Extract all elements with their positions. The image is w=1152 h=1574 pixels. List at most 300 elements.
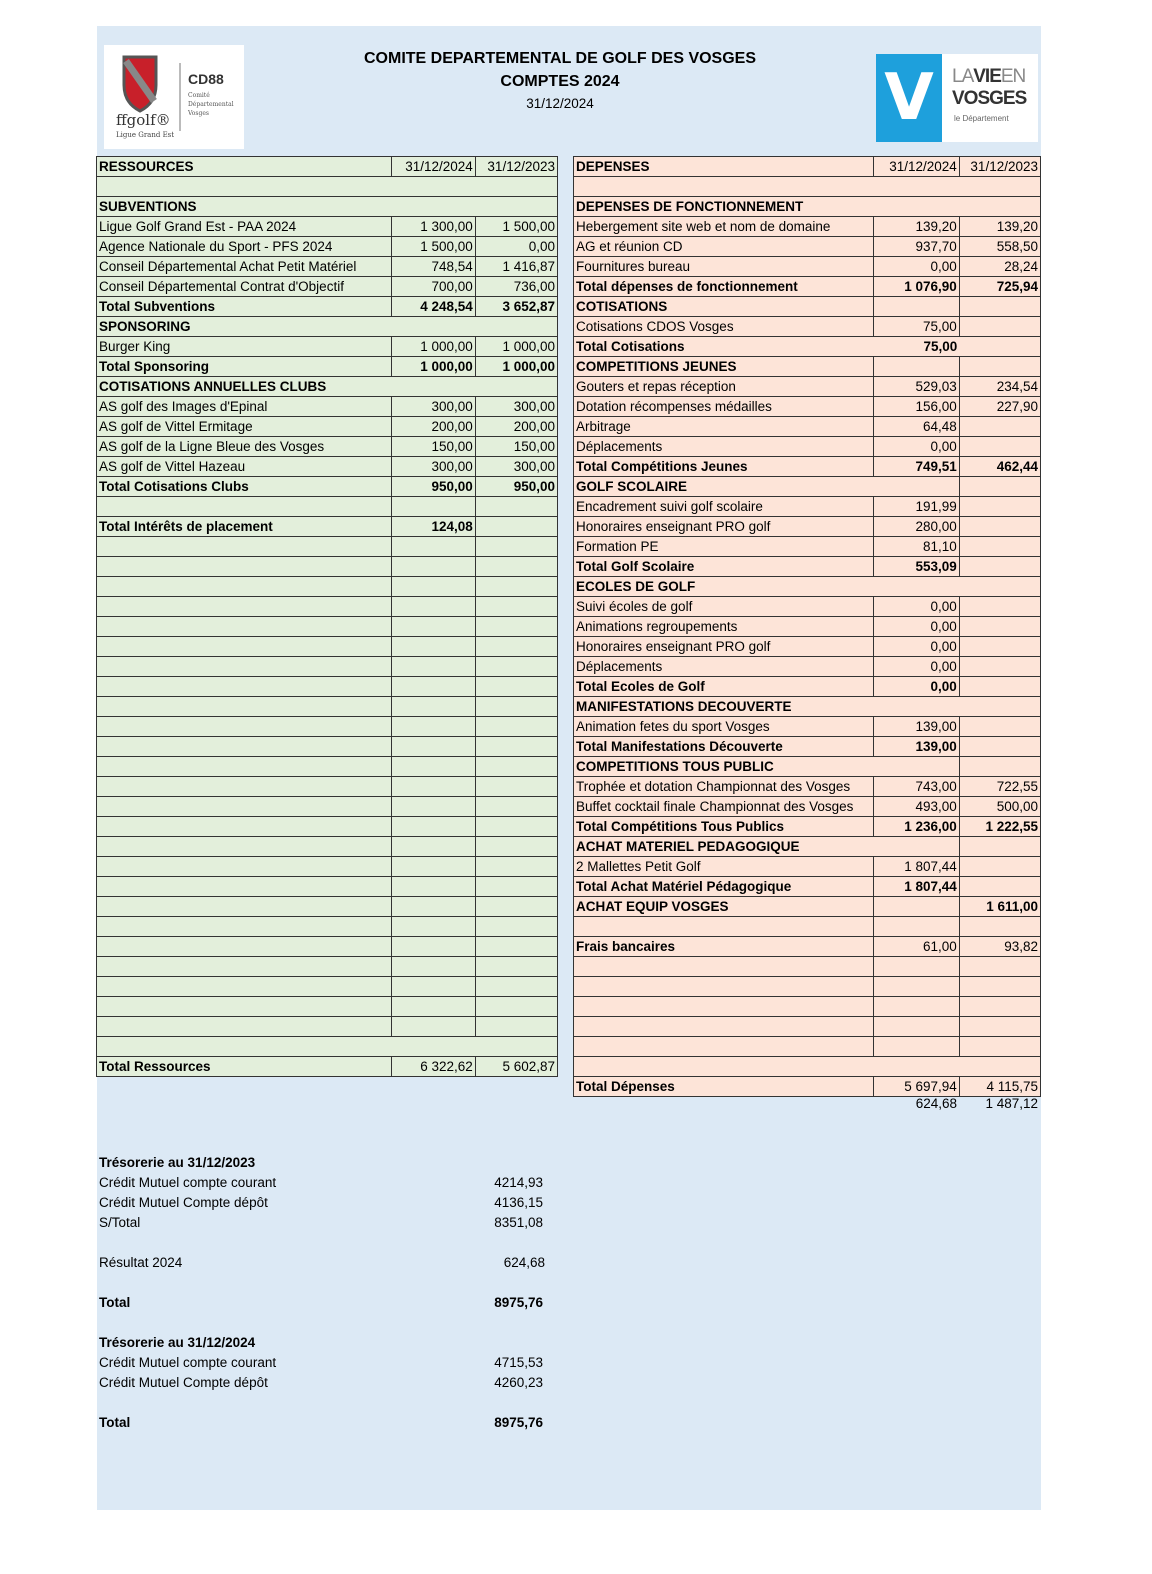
value-cell xyxy=(391,557,475,577)
value-2024: 0,00 xyxy=(873,657,959,677)
value-2023: 28,24 xyxy=(959,257,1040,277)
label-cell xyxy=(97,817,392,837)
label-cell xyxy=(97,897,392,917)
depenses-table xyxy=(573,156,1041,1097)
treso-total xyxy=(99,1295,549,1315)
treso-line xyxy=(99,1375,549,1395)
value-2023 xyxy=(959,677,1040,697)
treso-line xyxy=(99,1195,549,1215)
label-cell xyxy=(97,997,392,1017)
value-2023 xyxy=(959,717,1040,737)
line-item-row xyxy=(574,257,1041,277)
row-label: Conseil Départemental Contrat d'Objectif xyxy=(97,277,392,297)
row-label: Cotisations CDOS Vosges xyxy=(574,317,874,337)
value-2023: 558,50 xyxy=(959,237,1040,257)
empty-row xyxy=(574,977,1041,997)
value-cell xyxy=(475,697,557,717)
value-2024: 0,00 xyxy=(873,677,959,697)
grand-total-row xyxy=(574,1077,1041,1097)
line-item-row xyxy=(574,377,1041,397)
label-cell xyxy=(97,1017,392,1037)
total-row xyxy=(574,457,1041,477)
value-2024: 81,10 xyxy=(873,537,959,557)
line-item-row xyxy=(97,397,558,417)
empty-row xyxy=(97,997,558,1017)
row-label: AG et réunion CD xyxy=(574,237,874,257)
value-2024: 529,03 xyxy=(873,377,959,397)
treso-value: 4260,23 xyxy=(494,1375,543,1390)
value-cell xyxy=(391,697,475,717)
section-label: COTISATIONS xyxy=(574,297,874,317)
value-2023: 736,00 xyxy=(475,277,557,297)
row-label: Total Compétitions Tous Publics xyxy=(574,817,874,837)
value-cell xyxy=(391,897,475,917)
value-2023 xyxy=(959,597,1040,617)
value-2023 xyxy=(959,637,1040,657)
row-label: Arbitrage xyxy=(574,417,874,437)
value-2023: 462,44 xyxy=(959,457,1040,477)
value-cell xyxy=(873,997,959,1017)
section-row xyxy=(574,577,1041,597)
value-2023 xyxy=(475,517,557,537)
row-label: Total Dépenses xyxy=(574,1077,874,1097)
treso-value: 624,68 xyxy=(503,1255,545,1270)
value-2023 xyxy=(959,437,1040,457)
empty-row xyxy=(97,777,558,797)
row-label: AS golf de la Ligne Bleue des Vosges xyxy=(97,437,392,457)
value-2023: 1 222,55 xyxy=(959,817,1040,837)
value-2023 xyxy=(959,877,1040,897)
line-item-row xyxy=(574,637,1041,657)
line-item-row xyxy=(574,417,1041,437)
value-cell xyxy=(391,537,475,557)
value-cell xyxy=(475,857,557,877)
row-label: Total Ressources xyxy=(97,1057,392,1077)
value-2023: 234,54 xyxy=(959,377,1040,397)
treso-label: Total xyxy=(99,1415,131,1430)
empty-row xyxy=(574,957,1041,977)
value-2023: 1 500,00 xyxy=(475,217,557,237)
value-2024: 950,00 xyxy=(391,477,475,497)
row-label: Animation fetes du sport Vosges xyxy=(574,717,874,737)
total-row xyxy=(574,737,1041,757)
value-2024: 0,00 xyxy=(873,617,959,637)
value-cell xyxy=(475,917,557,937)
value-cell xyxy=(959,297,1040,317)
value-cell xyxy=(391,497,475,517)
value-cell xyxy=(873,957,959,977)
empty-row xyxy=(97,497,558,517)
empty-row xyxy=(97,897,558,917)
label-cell xyxy=(97,577,392,597)
value-2023: 300,00 xyxy=(475,397,557,417)
page-subtitle: COMPTES 2024 xyxy=(500,73,620,90)
section-label: ACHAT MATERIEL PEDAGOGIQUE xyxy=(574,837,960,857)
value-2023 xyxy=(959,557,1040,577)
value-2023: 1 000,00 xyxy=(475,357,557,377)
label-cell xyxy=(574,977,874,997)
line-item-row xyxy=(97,217,558,237)
value-2024: 139,00 xyxy=(873,717,959,737)
value-cell xyxy=(391,577,475,597)
section-label: COMPETITIONS TOUS PUBLIC xyxy=(574,757,960,777)
row-label: Encadrement suivi golf scolaire xyxy=(574,497,874,517)
value-2024: 5 697,94 xyxy=(873,1077,959,1097)
value-cell xyxy=(391,917,475,937)
label-cell xyxy=(97,697,392,717)
logo-en: EN xyxy=(1000,66,1026,87)
value-2024: 1 500,00 xyxy=(391,237,475,257)
value-2024: 124,08 xyxy=(391,517,475,537)
vie-en-vosges-logo xyxy=(876,54,1038,142)
label-cell xyxy=(97,877,392,897)
row-label: Total Ecoles de Golf xyxy=(574,677,874,697)
label-cell xyxy=(97,677,392,697)
empty-row xyxy=(97,837,558,857)
total-row xyxy=(574,557,1041,577)
value-2023 xyxy=(959,517,1040,537)
value-2024: 6 322,62 xyxy=(391,1057,475,1077)
value-2024: 743,00 xyxy=(873,777,959,797)
value-2024: 1 807,44 xyxy=(873,857,959,877)
row-label: 2 Mallettes Petit Golf xyxy=(574,857,874,877)
label-cell xyxy=(97,857,392,877)
label-cell xyxy=(574,1017,874,1037)
value-cell xyxy=(873,1037,959,1057)
value-cell xyxy=(959,837,1040,857)
line-item-row xyxy=(574,797,1041,817)
value-cell xyxy=(959,977,1040,997)
line-item-row xyxy=(97,257,558,277)
value-2024: 0,00 xyxy=(873,437,959,457)
line-item-row xyxy=(574,497,1041,517)
treso-line xyxy=(99,1355,549,1375)
value-cell xyxy=(959,477,1040,497)
value-2023: 93,82 xyxy=(959,937,1040,957)
label-cell xyxy=(97,797,392,817)
line-item-row xyxy=(574,857,1041,877)
value-cell xyxy=(475,717,557,737)
total-row xyxy=(97,477,558,497)
treso-line xyxy=(99,1175,549,1195)
value-cell xyxy=(475,757,557,777)
value-cell xyxy=(475,797,557,817)
value-2023 xyxy=(959,497,1040,517)
section-label: ECOLES DE GOLF xyxy=(574,577,1041,597)
value-cell xyxy=(873,917,959,937)
value-cell xyxy=(475,877,557,897)
blank-cell xyxy=(574,1057,1041,1077)
value-2023: 0,00 xyxy=(475,237,557,257)
treso-line xyxy=(99,1215,549,1235)
value-cell xyxy=(391,777,475,797)
blank-cell xyxy=(574,177,1041,197)
ressources-table xyxy=(96,156,558,1077)
section-label: DEPENSES DE FONCTIONNEMENT xyxy=(574,197,1041,217)
tresorerie-2023-title: Trésorerie au 31/12/2023 xyxy=(99,1155,256,1170)
value-cell xyxy=(475,577,557,597)
label-cell xyxy=(97,497,392,517)
value-cell xyxy=(475,637,557,657)
empty-row xyxy=(97,617,558,637)
section-label: COMPETITIONS JEUNES xyxy=(574,357,874,377)
blank-row xyxy=(574,1057,1041,1077)
treso-value: 4715,53 xyxy=(494,1355,543,1370)
value-2024 xyxy=(873,897,959,917)
line-item-row xyxy=(574,317,1041,337)
logo-sub: Ligue Grand Est xyxy=(116,131,175,139)
value-2024: 1 807,44 xyxy=(873,877,959,897)
table-header xyxy=(97,157,558,177)
value-2024: 700,00 xyxy=(391,277,475,297)
value-2024: 0,00 xyxy=(873,637,959,657)
treso-value: 8975,76 xyxy=(494,1295,543,1310)
row-label: Total Intérêts de placement xyxy=(97,517,392,537)
value-cell xyxy=(475,977,557,997)
line-item-row xyxy=(574,717,1041,737)
value-2023: 1 611,00 xyxy=(959,897,1040,917)
row-label: Déplacements xyxy=(574,437,874,457)
label-cell xyxy=(97,557,392,577)
empty-row xyxy=(97,697,558,717)
row-label: Honoraires enseignant PRO golf xyxy=(574,637,874,657)
value-2023 xyxy=(959,417,1040,437)
value-cell xyxy=(475,557,557,577)
total-row xyxy=(574,277,1041,297)
logo-code: CD88 xyxy=(188,71,224,87)
value-cell xyxy=(959,997,1040,1017)
section-label: SPONSORING xyxy=(97,317,558,337)
section-row xyxy=(97,317,558,337)
value-cell xyxy=(475,497,557,517)
empty-row xyxy=(574,1017,1041,1037)
empty-row xyxy=(97,577,558,597)
line-item-row xyxy=(97,417,558,437)
total-row xyxy=(97,297,558,317)
header-col-2023: 31/12/2023 xyxy=(959,157,1040,177)
row-label: Agence Nationale du Sport - PFS 2024 xyxy=(97,237,392,257)
value-cell xyxy=(391,757,475,777)
value-cell xyxy=(475,957,557,977)
row-label: Total Compétitions Jeunes xyxy=(574,457,874,477)
section-label: SUBVENTIONS xyxy=(97,197,558,217)
logo-vosges: VOSGES xyxy=(952,88,1027,109)
value-cell xyxy=(391,997,475,1017)
line-item-row xyxy=(97,457,558,477)
line-item-row xyxy=(97,237,558,257)
treso-value: 4214,93 xyxy=(494,1175,543,1190)
blank-cell xyxy=(97,177,558,197)
section-label: COTISATIONS ANNUELLES CLUBS xyxy=(97,377,558,397)
value-2023 xyxy=(959,737,1040,757)
value-cell xyxy=(959,957,1040,977)
line-item-row xyxy=(574,397,1041,417)
treso-value: 8975,76 xyxy=(494,1415,543,1430)
total-row xyxy=(574,897,1041,917)
label-cell xyxy=(574,917,874,937)
value-2024: 493,00 xyxy=(873,797,959,817)
value-2024: 300,00 xyxy=(391,457,475,477)
value-2024: 200,00 xyxy=(391,417,475,437)
total-row xyxy=(574,877,1041,897)
label-cell xyxy=(97,957,392,977)
total-2023 xyxy=(959,337,1040,357)
value-2023: 300,00 xyxy=(475,457,557,477)
row-label: Hebergement site web et nom de domaine xyxy=(574,217,874,237)
value-2023: 950,00 xyxy=(475,477,557,497)
row-label: Déplacements xyxy=(574,657,874,677)
value-cell xyxy=(391,797,475,817)
row-label: Fournitures bureau xyxy=(574,257,874,277)
total-2024: 75,00 xyxy=(873,337,959,357)
label-cell xyxy=(574,997,874,1017)
tresorerie-2024-title: Trésorerie au 31/12/2024 xyxy=(99,1335,256,1350)
value-2023 xyxy=(959,617,1040,637)
empty-row xyxy=(97,877,558,897)
treso-label: Crédit Mutuel Compte dépôt xyxy=(99,1195,268,1210)
empty-row xyxy=(97,597,558,617)
header-label: DEPENSES xyxy=(574,157,874,177)
value-cell xyxy=(475,657,557,677)
grand-total-row xyxy=(97,1057,558,1077)
value-2024: 937,70 xyxy=(873,237,959,257)
row-label: Ligue Golf Grand Est - PAA 2024 xyxy=(97,217,392,237)
row-label: Total Cotisations Clubs xyxy=(97,477,392,497)
row-label: Animations regroupements xyxy=(574,617,874,637)
empty-row xyxy=(97,917,558,937)
empty-row xyxy=(97,817,558,837)
section-row xyxy=(574,357,1041,377)
row-label: AS golf de Vittel Hazeau xyxy=(97,457,392,477)
treso-label: S/Total xyxy=(99,1215,141,1230)
row-label: Trophée et dotation Championnat des Vosges xyxy=(574,777,874,797)
label-cell xyxy=(97,537,392,557)
label-cell xyxy=(97,717,392,737)
blank-row xyxy=(574,177,1041,197)
label-cell xyxy=(97,917,392,937)
row-label: Total Golf Scolaire xyxy=(574,557,874,577)
value-2023: 722,55 xyxy=(959,777,1040,797)
logo-brand: ffgolf® xyxy=(116,111,171,129)
row-label: Conseil Départemental Achat Petit Matériel xyxy=(97,257,392,277)
value-2023: 200,00 xyxy=(475,417,557,437)
value-2024: 61,00 xyxy=(873,937,959,957)
treso-value: 4136,15 xyxy=(494,1195,543,1210)
value-cell xyxy=(391,817,475,837)
line-item-row xyxy=(574,537,1041,557)
logo-vie: VIE xyxy=(973,66,1001,87)
value-2024: 300,00 xyxy=(391,397,475,417)
line-item-row xyxy=(574,217,1041,237)
label-cell xyxy=(97,977,392,997)
value-2023: 5 602,87 xyxy=(475,1057,557,1077)
empty-row xyxy=(97,737,558,757)
value-2024: 1 000,00 xyxy=(391,337,475,357)
value-2024: 748,54 xyxy=(391,257,475,277)
row-label: Suivi écoles de golf xyxy=(574,597,874,617)
value-2023: 150,00 xyxy=(475,437,557,457)
value-cell xyxy=(391,677,475,697)
value-cell xyxy=(391,597,475,617)
empty-row xyxy=(574,997,1041,1017)
value-cell xyxy=(475,537,557,557)
blank-row xyxy=(97,177,558,197)
value-cell xyxy=(475,777,557,797)
line-item-row xyxy=(97,437,558,457)
row-label: Dotation récompenses médailles xyxy=(574,397,874,417)
v-logo-icon: V xyxy=(876,54,942,142)
row-label: Honoraires enseignant PRO golf xyxy=(574,517,874,537)
total-row xyxy=(97,357,558,377)
row-label: Total Achat Matériel Pédagogique xyxy=(574,877,874,897)
section-row xyxy=(574,477,1041,497)
empty-row xyxy=(97,657,558,677)
value-2024: 150,00 xyxy=(391,437,475,457)
value-cell xyxy=(959,757,1040,777)
value-cell xyxy=(475,617,557,637)
value-2023: 227,90 xyxy=(959,397,1040,417)
row-label: Burger King xyxy=(97,337,392,357)
value-cell xyxy=(391,877,475,897)
row-label: Frais bancaires xyxy=(574,937,874,957)
value-2024: 191,99 xyxy=(873,497,959,517)
row-label: ACHAT EQUIP VOSGES xyxy=(574,897,874,917)
value-cell xyxy=(391,857,475,877)
header-col-2023: 31/12/2023 xyxy=(475,157,557,177)
value-cell xyxy=(391,737,475,757)
total-row xyxy=(574,817,1041,837)
total-row xyxy=(97,517,558,537)
value-2024: 280,00 xyxy=(873,517,959,537)
row-label: Buffet cocktail finale Championnat des Vosges xyxy=(574,797,874,817)
value-cell xyxy=(475,937,557,957)
value-2024: 139,20 xyxy=(873,217,959,237)
label-cell xyxy=(97,837,392,857)
value-cell xyxy=(475,817,557,837)
value-cell xyxy=(475,677,557,697)
value-2023: 1 416,87 xyxy=(475,257,557,277)
empty-row xyxy=(574,1037,1041,1057)
value-cell xyxy=(391,637,475,657)
row-label: Total dépenses de fonctionnement xyxy=(574,277,874,297)
value-cell xyxy=(391,837,475,857)
result-2024: 624,68 xyxy=(915,1096,957,1111)
line-item-row xyxy=(97,277,558,297)
value-cell xyxy=(475,897,557,917)
value-2024: 1 000,00 xyxy=(391,357,475,377)
section-row xyxy=(574,697,1041,717)
table-header xyxy=(574,157,1041,177)
row-label: Gouters et repas réception xyxy=(574,377,874,397)
treso-value: 8351,08 xyxy=(494,1215,543,1230)
value-2023: 4 115,75 xyxy=(959,1077,1040,1097)
empty-row xyxy=(97,637,558,657)
empty-row xyxy=(97,677,558,697)
label-cell xyxy=(97,637,392,657)
empty-row xyxy=(97,757,558,777)
value-cell xyxy=(873,977,959,997)
treso-label: Crédit Mutuel compte courant xyxy=(99,1175,277,1190)
value-2023 xyxy=(959,537,1040,557)
row-label: Formation PE xyxy=(574,537,874,557)
line-item-row xyxy=(574,597,1041,617)
section-label: MANIFESTATIONS DECOUVERTE xyxy=(574,697,1041,717)
blank-cell xyxy=(97,1037,558,1057)
value-2024: 139,00 xyxy=(873,737,959,757)
value-cell xyxy=(475,1017,557,1037)
section-row xyxy=(574,837,1041,857)
value-2024: 1 076,90 xyxy=(873,277,959,297)
